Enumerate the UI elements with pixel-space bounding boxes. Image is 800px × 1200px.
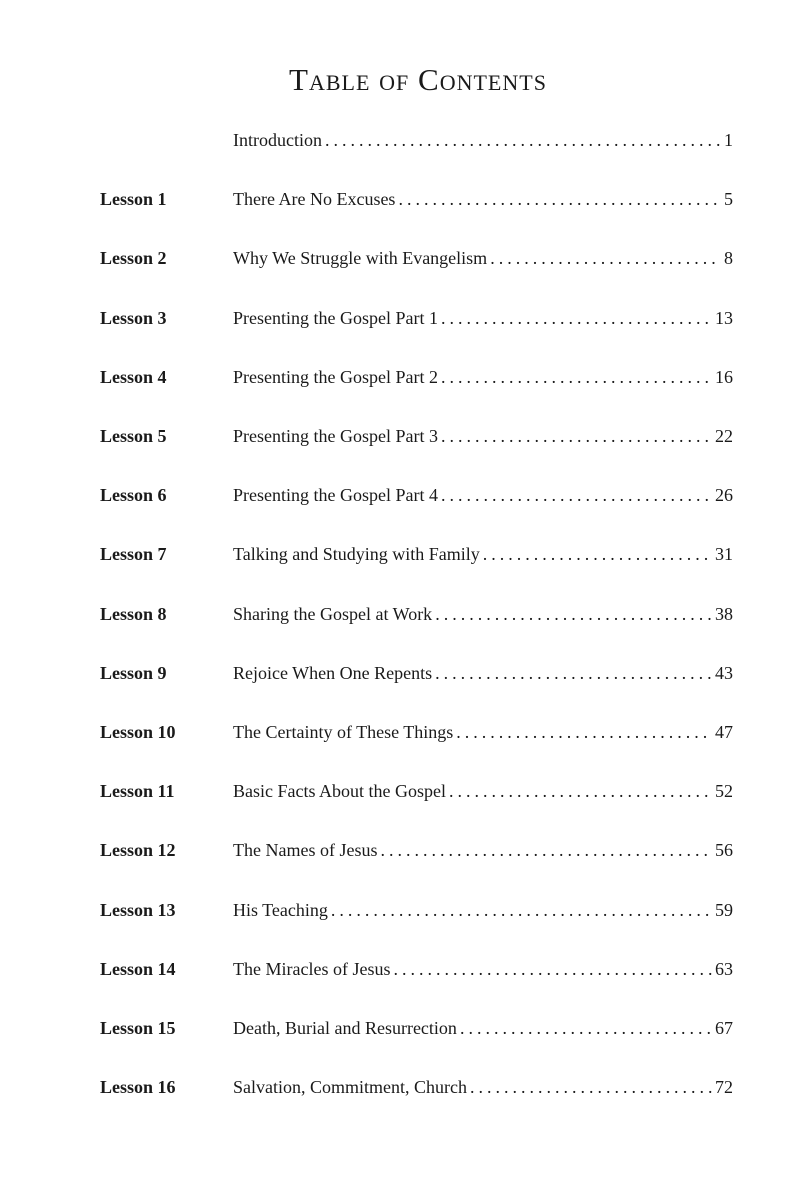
- lesson-number: Lesson 15: [100, 1018, 176, 1038]
- page-number: 5: [724, 189, 733, 210]
- lesson-number: Lesson 10: [100, 722, 176, 742]
- toc-entry[interactable]: [100, 838, 733, 862]
- page-number: 59: [715, 899, 733, 920]
- lesson-number: Lesson 13: [100, 899, 176, 920]
- dot-leader: [456, 720, 712, 744]
- entry-title: Why We Struggle with Evangelism: [233, 248, 488, 269]
- entry-line: [233, 661, 733, 685]
- lesson-number: Lesson 7: [100, 544, 167, 565]
- toc-entry[interactable]: [100, 365, 733, 389]
- page-number: 63: [715, 958, 733, 979]
- entry-title: Presenting the Gospel Part 1: [233, 307, 438, 328]
- entry-line: [233, 898, 733, 922]
- entry-line: [233, 424, 733, 448]
- entry-title: Talking and Studying with Family: [233, 544, 480, 565]
- toc-entry[interactable]: [100, 602, 733, 626]
- lesson-number: Lesson 5: [100, 426, 167, 446]
- entry-title: Presenting the Gospel Part 4: [233, 485, 438, 506]
- page-number: 47: [715, 722, 733, 742]
- entry-title: Sharing the Gospel at Work: [233, 603, 433, 624]
- page-number: 72: [715, 1077, 733, 1098]
- dot-leader: [435, 602, 712, 626]
- entry-line: [233, 838, 733, 862]
- toc-entry[interactable]: [100, 306, 733, 330]
- page-number: 22: [715, 426, 733, 446]
- entry-line: [233, 1016, 733, 1040]
- toc-entry[interactable]: [100, 483, 733, 507]
- entry-title: Introduction: [233, 130, 322, 150]
- lesson-number: Lesson 6: [100, 485, 167, 506]
- page-number: 13: [715, 307, 733, 328]
- dot-leader: [393, 957, 712, 981]
- lesson-number: Lesson 8: [100, 603, 167, 624]
- entry-line: [233, 602, 733, 626]
- page-number: 31: [715, 544, 733, 565]
- entry-title: Basic Facts About the Gospel: [233, 781, 446, 802]
- entry-line: [233, 779, 733, 803]
- page-number: 67: [715, 1018, 733, 1038]
- toc-entry[interactable]: [100, 1016, 733, 1040]
- entry-title: Presenting the Gospel Part 2: [233, 366, 438, 387]
- toc-entry[interactable]: [100, 898, 733, 922]
- toc-entry[interactable]: [100, 246, 733, 270]
- entry-line: [233, 1075, 733, 1099]
- page-number: 52: [715, 781, 733, 802]
- page-number: 43: [715, 662, 733, 683]
- page-number: 26: [715, 485, 733, 506]
- entry-line: [233, 246, 733, 270]
- toc-entry[interactable]: [100, 720, 733, 744]
- dot-leader: [325, 128, 721, 152]
- page-number: 56: [715, 840, 733, 861]
- page-number: 16: [715, 366, 733, 387]
- dot-leader: [331, 898, 712, 922]
- toc-entry[interactable]: [100, 957, 733, 981]
- dot-leader: [490, 246, 721, 270]
- toc-entry[interactable]: [100, 187, 733, 211]
- entry-title: The Names of Jesus: [233, 840, 378, 861]
- lesson-number: Lesson 9: [100, 662, 167, 683]
- entry-line: [233, 957, 733, 981]
- toc-entry[interactable]: [100, 779, 733, 803]
- lesson-number: Lesson 12: [100, 840, 176, 861]
- dot-leader: [483, 542, 712, 566]
- entry-title: There Are No Excuses: [233, 189, 396, 210]
- lesson-number: Lesson 14: [100, 958, 176, 979]
- dot-leader: [380, 838, 712, 862]
- dot-leader: [435, 661, 712, 685]
- entry-title: The Certainty of These Things: [233, 722, 454, 742]
- dot-leader: [441, 306, 712, 330]
- page-title: Table of Contents: [289, 62, 547, 97]
- entry-line: [233, 306, 733, 330]
- entry-line: [233, 720, 733, 744]
- dot-leader: [470, 1075, 712, 1099]
- dot-leader: [441, 365, 712, 389]
- lesson-number: Lesson 1: [100, 189, 167, 210]
- dot-leader: [441, 424, 712, 448]
- page-number: 8: [724, 248, 733, 269]
- dot-leader: [398, 187, 721, 211]
- entry-line: [233, 365, 733, 389]
- entry-line: [233, 128, 733, 152]
- lesson-number: Lesson 11: [100, 781, 175, 802]
- lesson-number: Lesson 3: [100, 307, 167, 328]
- toc-entry[interactable]: [100, 1075, 733, 1099]
- dot-leader: [441, 483, 712, 507]
- page-number: 1: [724, 130, 733, 150]
- entry-line: [233, 542, 733, 566]
- entry-title: Presenting the Gospel Part 3: [233, 426, 438, 446]
- toc-entry[interactable]: [100, 661, 733, 685]
- entry-line: [233, 483, 733, 507]
- entry-title: Rejoice When One Repents: [233, 662, 433, 683]
- entry-title: Death, Burial and Resurrection: [233, 1018, 457, 1038]
- toc-entry[interactable]: [100, 128, 733, 152]
- entry-title: Salvation, Commitment, Church: [233, 1077, 467, 1098]
- entry-line: [233, 187, 733, 211]
- toc-entry[interactable]: [100, 424, 733, 448]
- page-number: 38: [715, 603, 733, 624]
- toc-entry[interactable]: [100, 542, 733, 566]
- dot-leader: [460, 1016, 712, 1040]
- entry-title: The Miracles of Jesus: [233, 958, 391, 979]
- lesson-number: Lesson 2: [100, 248, 167, 269]
- lesson-number: Lesson 16: [100, 1077, 176, 1098]
- entry-title: His Teaching: [233, 899, 328, 920]
- dot-leader: [449, 779, 712, 803]
- lesson-number: Lesson 4: [100, 366, 167, 387]
